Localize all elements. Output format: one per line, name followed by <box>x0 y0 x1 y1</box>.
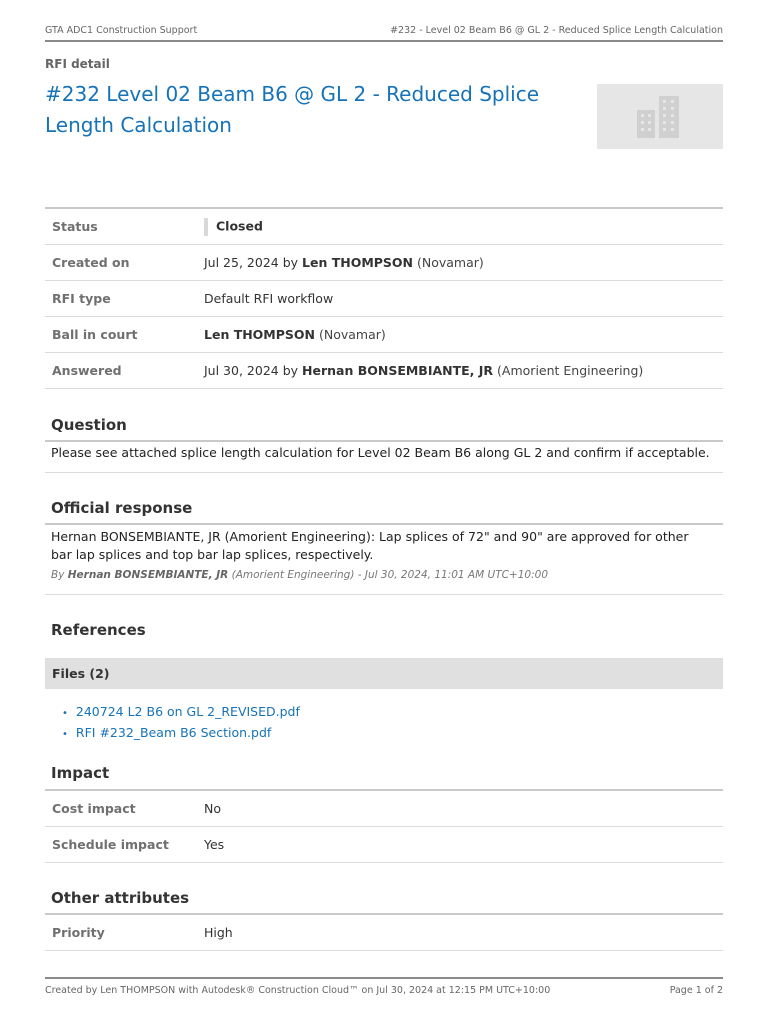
bullet-icon: • <box>62 729 68 740</box>
created-by-person: Len THOMPSON <box>302 255 414 270</box>
ball-in-court-label: Ball in court <box>45 317 204 353</box>
status-indicator <box>204 218 208 236</box>
answered-date: Jul 30, 2024 by <box>204 363 299 378</box>
impact-table <box>45 789 723 863</box>
file-name[interactable]: 240724 L2 B6 on GL 2_REVISED.pdf <box>75 704 300 719</box>
cost-impact-row <box>45 790 723 827</box>
priority-label: Priority <box>45 914 204 951</box>
other-attributes-table <box>45 913 723 951</box>
schedule-impact-value: Yes <box>204 827 723 863</box>
header-rfi-title: #232 - Level 02 Beam B6 @ GL 2 - Reduced Splice Length Calculation <box>390 25 723 36</box>
created-on-row <box>45 245 723 281</box>
question-divider <box>45 440 723 442</box>
page-title: #232 Level 02 Beam B6 @ GL 2 - Reduced Splice Length Calculation <box>45 82 540 137</box>
byline-person: Hernan BONSEMBIANTE, JR <box>67 569 229 581</box>
answered-label: Answered <box>45 353 204 389</box>
rfi-type-row <box>45 281 723 317</box>
status-value: Closed <box>216 218 263 233</box>
answered-by-company: (Amorient Engineering) <box>497 363 644 378</box>
created-on-label: Created on <box>45 245 204 281</box>
other-attributes-heading: Other attributes <box>51 889 190 907</box>
official-response-heading: Official response <box>51 499 193 517</box>
ball-in-court-row <box>45 317 723 353</box>
section-kicker: RFI detail <box>45 57 110 71</box>
file-link[interactable] <box>62 702 300 723</box>
footer-created-by: Created by Len THOMPSON with Autodesk® Construction Cloud™ on Jul 30, 2024 at 12:15 PM UTC+10:00 <box>45 985 551 996</box>
thumbnail <box>597 84 723 149</box>
schedule-impact-row <box>45 827 723 863</box>
file-name[interactable]: RFI #232_Beam B6 Section.pdf <box>75 725 272 740</box>
project-name: GTA ADC1 Construction Support <box>45 25 198 36</box>
answered-by-person: Hernan BONSEMBIANTE, JR <box>302 363 494 378</box>
answered-row <box>45 353 723 389</box>
file-list <box>62 702 300 744</box>
page-footer <box>45 985 723 996</box>
byline-prefix: By <box>51 569 65 581</box>
cost-impact-value: No <box>204 790 723 827</box>
schedule-impact-label: Schedule impact <box>45 827 204 863</box>
question-text: Please see attached splice length calculation for Level 02 Beam B6 along GL 2 and confirm if acceptable. <box>51 445 710 460</box>
building-icon <box>637 94 681 138</box>
question-heading: Question <box>51 416 127 434</box>
status-row <box>45 208 723 245</box>
priority-row <box>45 914 723 951</box>
byline-details: (Amorient Engineering) - Jul 30, 2024, 11:01 AM UTC+10:00 <box>231 569 548 581</box>
page-number: Page 1 of 2 <box>669 985 723 996</box>
created-by-company: (Novamar) <box>417 255 484 270</box>
bullet-icon: • <box>62 708 68 719</box>
impact-heading: Impact <box>51 764 110 782</box>
divider <box>45 472 723 473</box>
ball-in-court-person: Len THOMPSON <box>204 327 315 342</box>
footer-divider <box>45 977 723 979</box>
page-header <box>45 24 723 42</box>
files-header <box>45 658 723 689</box>
response-divider <box>45 523 723 525</box>
files-count-label: Files (2) <box>52 666 110 681</box>
priority-value: High <box>204 914 723 951</box>
file-link[interactable] <box>62 723 300 744</box>
rfi-details-table <box>45 207 723 389</box>
rfi-type-value: Default RFI workflow <box>204 281 723 317</box>
response-byline <box>51 569 548 581</box>
ball-in-court-company: (Novamar) <box>318 327 386 342</box>
official-response-text: Hernan BONSEMBIANTE, JR (Amorient Engineering): Lap splices of 72" and 90" are approved for other bar lap splices and top bar lap splices, respectively. <box>51 529 689 562</box>
references-heading: References <box>51 621 146 639</box>
cost-impact-label: Cost impact <box>45 790 204 827</box>
rfi-type-label: RFI type <box>45 281 204 317</box>
created-on-date: Jul 25, 2024 by <box>204 255 299 270</box>
status-label: Status <box>45 208 204 245</box>
divider <box>45 594 723 595</box>
